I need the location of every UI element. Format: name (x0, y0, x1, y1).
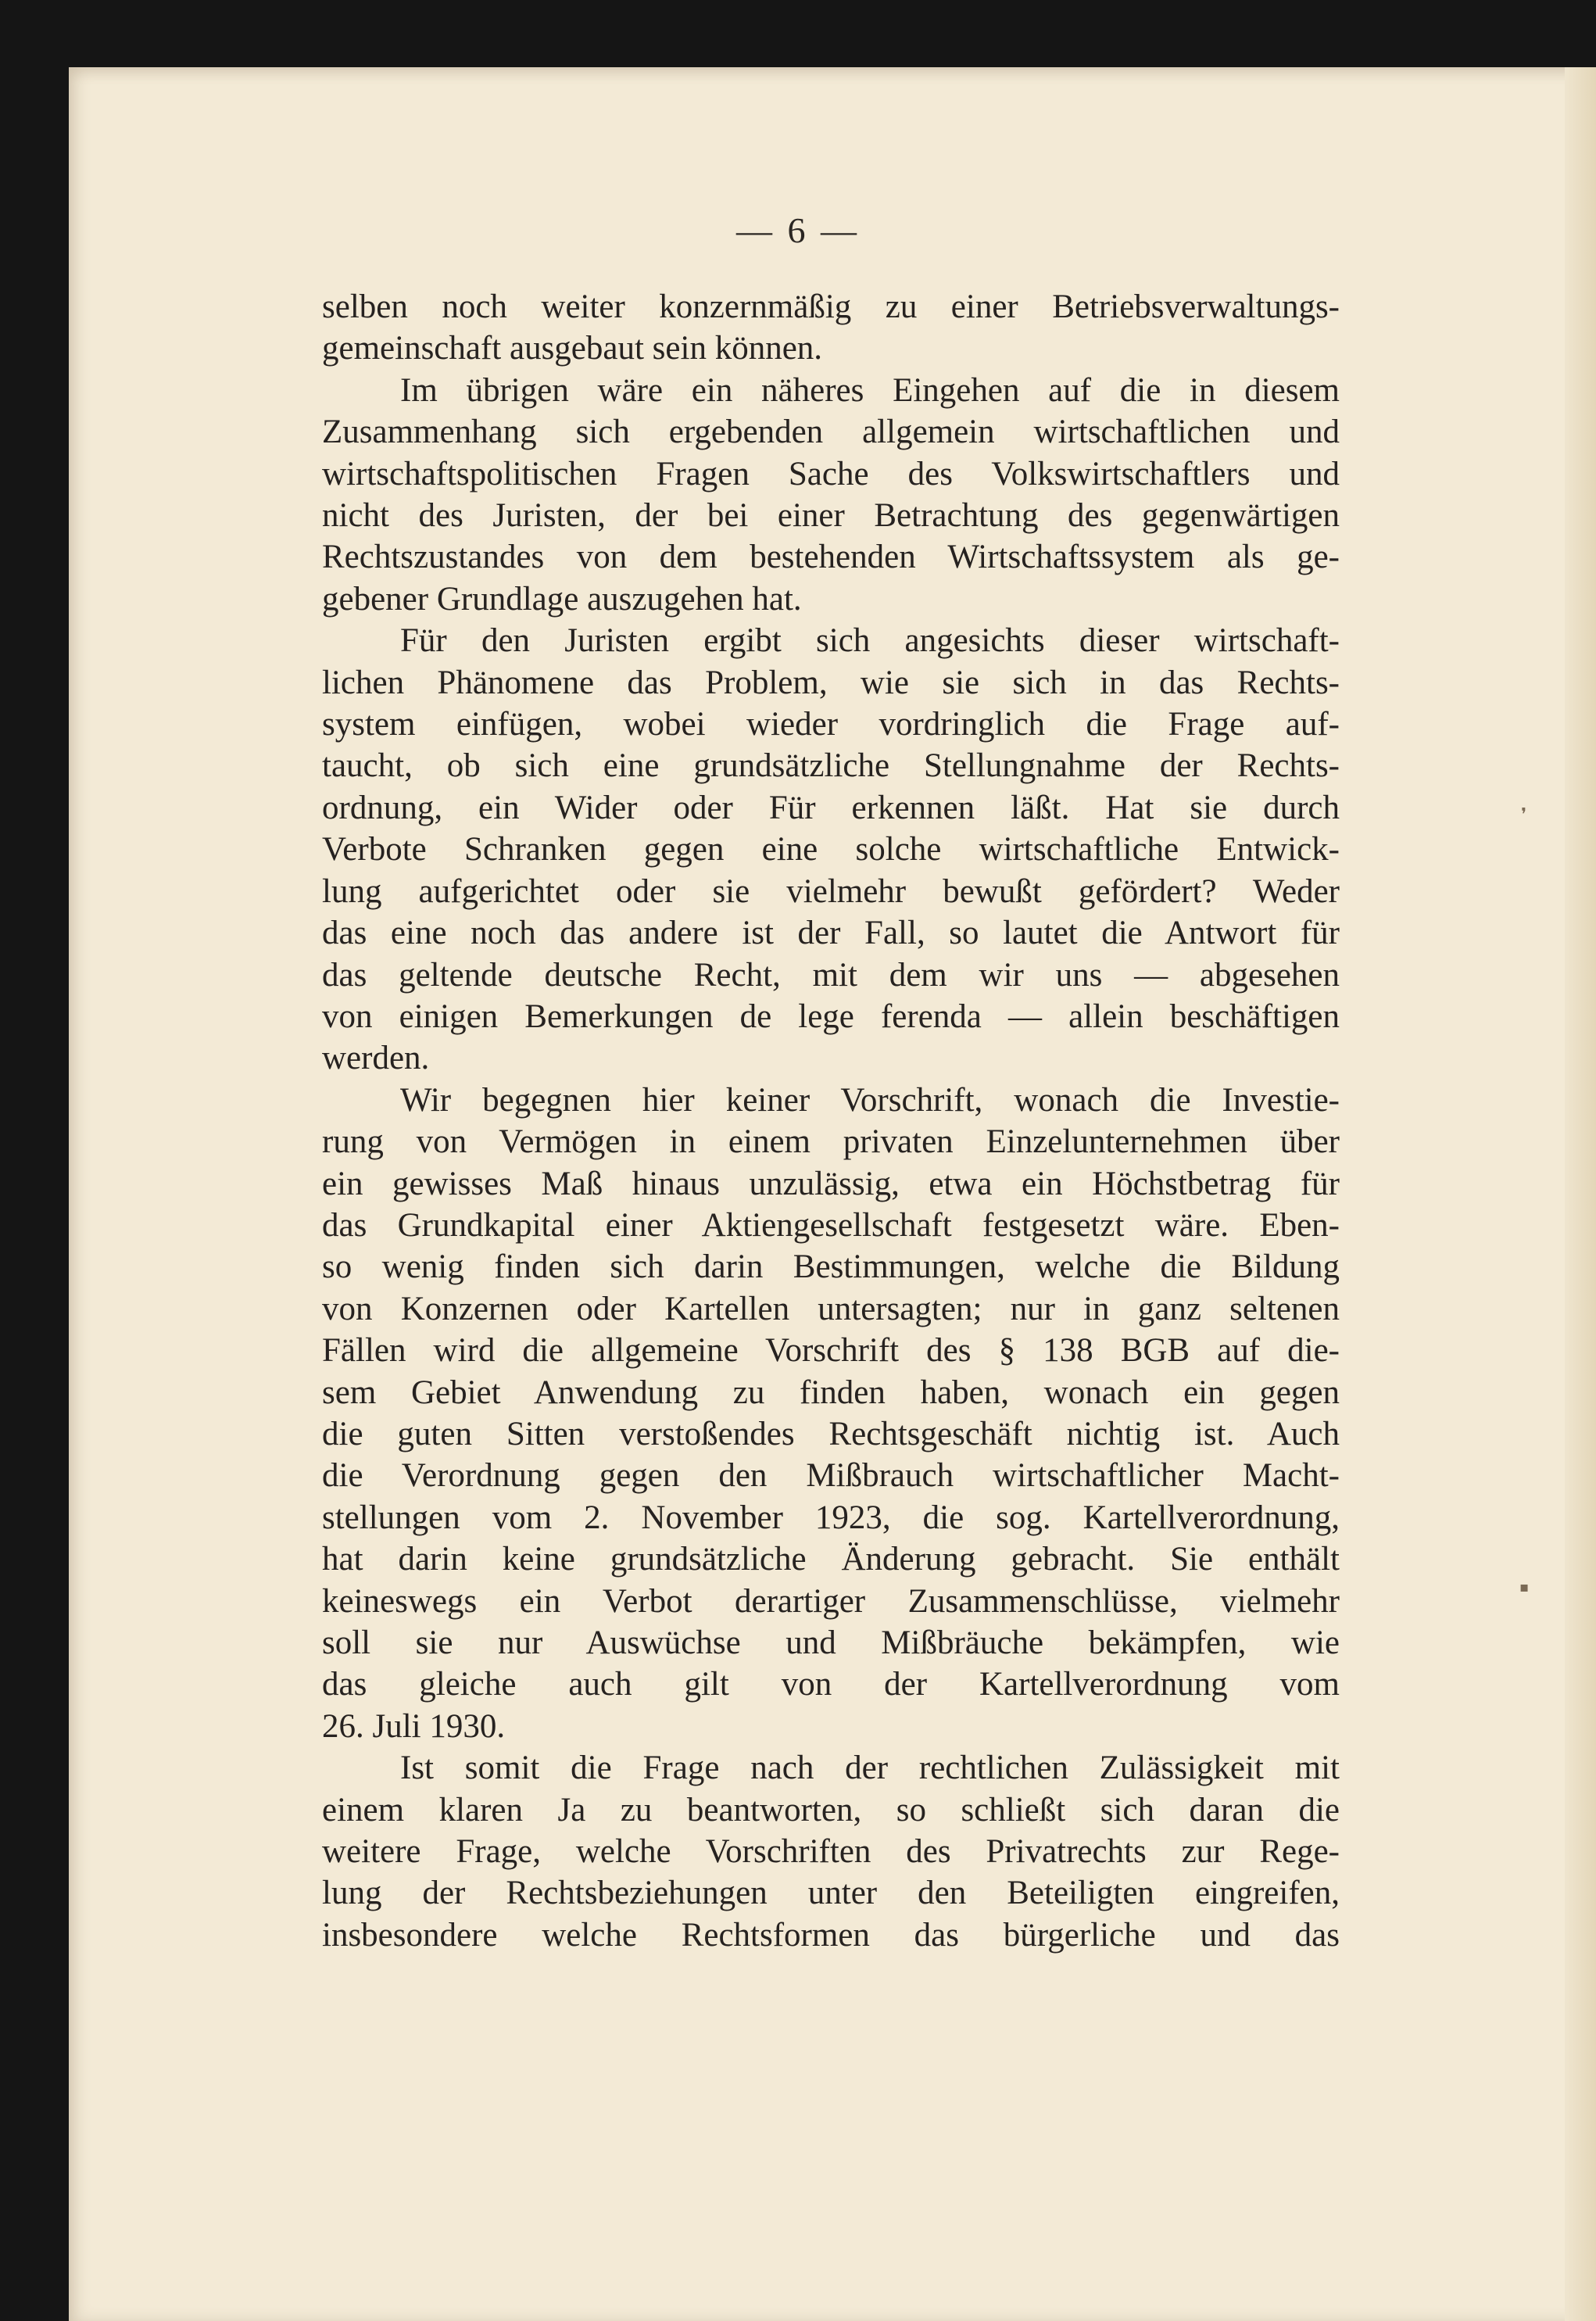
text-line: werden. (322, 1040, 430, 1077)
paragraph (322, 1080, 1340, 1748)
text-line: das eine noch das andere ist der Fall, so lautet die Antwort für (322, 915, 1340, 952)
paragraph (322, 1747, 1340, 1956)
text-line: 26. Juli 1930. (322, 1707, 506, 1745)
text-line: stellungen vom 2. November 1923, die sog. Kartellverordnung, (322, 1499, 1340, 1536)
text-line: die Verordnung gegen den Mißbrauch wirtschaftlicher Macht- (322, 1457, 1340, 1495)
text-line: Ist somit die Frage nach der rechtlichen Zulässigkeit mit (400, 1750, 1340, 1787)
text-line: rung von Vermögen in einem privaten Einzelunternehmen über (322, 1123, 1340, 1161)
margin-mark: ▪ (1519, 1579, 1530, 1596)
text-line: das Grundkapital einer Aktiengesellschaft festgesetzt wäre. Eben- (322, 1206, 1340, 1244)
text-line: lung aufgerichtet oder sie vielmehr bewußt gefördert? Weder (322, 872, 1340, 910)
text-line: so wenig finden sich darin Bestimmungen, welche die Bildung (322, 1248, 1340, 1286)
text-line: Im übrigen wäre ein näheres Eingehen auf die in diesem (400, 371, 1340, 409)
paragraph (322, 286, 1340, 370)
page-edge (1565, 67, 1596, 2321)
text-line: Wir begegnen hier keiner Vorschrift, wonach die Investie- (400, 1081, 1340, 1119)
text-line: wirtschaftspolitischen Fragen Sache des Volkswirtschaftlers und (322, 455, 1340, 492)
text-line: hat darin keine grundsätzliche Änderung gebracht. Sie enthält (322, 1541, 1340, 1578)
text-line: ein gewisses Maß hinaus unzulässig, etwa ein Höchstbetrag für (322, 1165, 1340, 1202)
text-line: sem Gebiet Anwendung zu finden haben, wonach ein gegen (322, 1374, 1340, 1411)
text-line: gebener Grundlage auszugehen hat. (322, 580, 802, 618)
text-line: Verbote Schranken gegen eine solche wirtschaftliche Entwick- (322, 831, 1340, 869)
paragraph (322, 370, 1340, 620)
text-line: selben noch weiter konzernmäßig zu einer Betriebsverwaltungs- (322, 288, 1340, 325)
text-line: ordnung, ein Wider oder Für erkennen läßt. Hat sie durch (322, 789, 1340, 826)
text-line: das geltende deutsche Recht, mit dem wir uns — abgesehen (322, 956, 1340, 994)
text-line: einem klaren Ja zu beantworten, so schließt sich daran die (322, 1791, 1340, 1829)
text-line: von Konzernen oder Kartellen untersagten; nur in ganz seltenen (322, 1290, 1340, 1327)
text-line: Zusammenhang sich ergebenden allgemein wirtschaftlichen und (322, 414, 1340, 451)
text-line: system einfügen, wobei wieder vordringlich die Frage auf- (322, 706, 1340, 743)
paragraph (322, 620, 1340, 1079)
text-line: insbesondere welche Rechtsformen das bürgerliche und das (322, 1916, 1340, 1954)
text-line: keineswegs ein Verbot derartiger Zusammenschlüsse, vielmehr (322, 1582, 1340, 1620)
margin-mark: ❜ (1521, 805, 1527, 825)
text-line: das gleiche auch gilt von der Kartellverordnung vom (322, 1666, 1340, 1703)
text-line: die guten Sitten verstoßendes Rechtsgeschäft nichtig ist. Auch (322, 1415, 1340, 1452)
text-line: lung der Rechtsbeziehungen unter den Beteiligten eingreifen, (322, 1875, 1340, 1912)
body-text (322, 286, 1340, 1956)
text-line: nicht des Juristen, der bei einer Betrachtung des gegenwärtigen (322, 497, 1340, 535)
text-line: Fällen wird die allgemeine Vorschrift des § 138 BGB auf die- (322, 1332, 1340, 1370)
text-line: weitere Frage, welche Vorschriften des Privatrechts zur Rege- (322, 1833, 1340, 1871)
text-line: Für den Juristen ergibt sich angesichts dieser wirtschaft- (400, 622, 1340, 660)
text-line: lichen Phänomene das Problem, wie sie sich in das Rechts- (322, 664, 1340, 701)
text-line: gemeinschaft ausgebaut sein können. (322, 330, 823, 367)
page-number: — 6 — (736, 210, 860, 250)
text-line: soll sie nur Auswüchse und Mißbräuche bekämpfen, wie (322, 1624, 1340, 1661)
text-line: Rechtszustandes von dem bestehenden Wirtschaftssystem als ge- (322, 539, 1340, 576)
text-line: von einigen Bemerkungen de lege ferenda — allein beschäftigen (322, 998, 1340, 1035)
text-line: taucht, ob sich eine grundsätzliche Stellungnahme der Rechts- (322, 747, 1340, 785)
